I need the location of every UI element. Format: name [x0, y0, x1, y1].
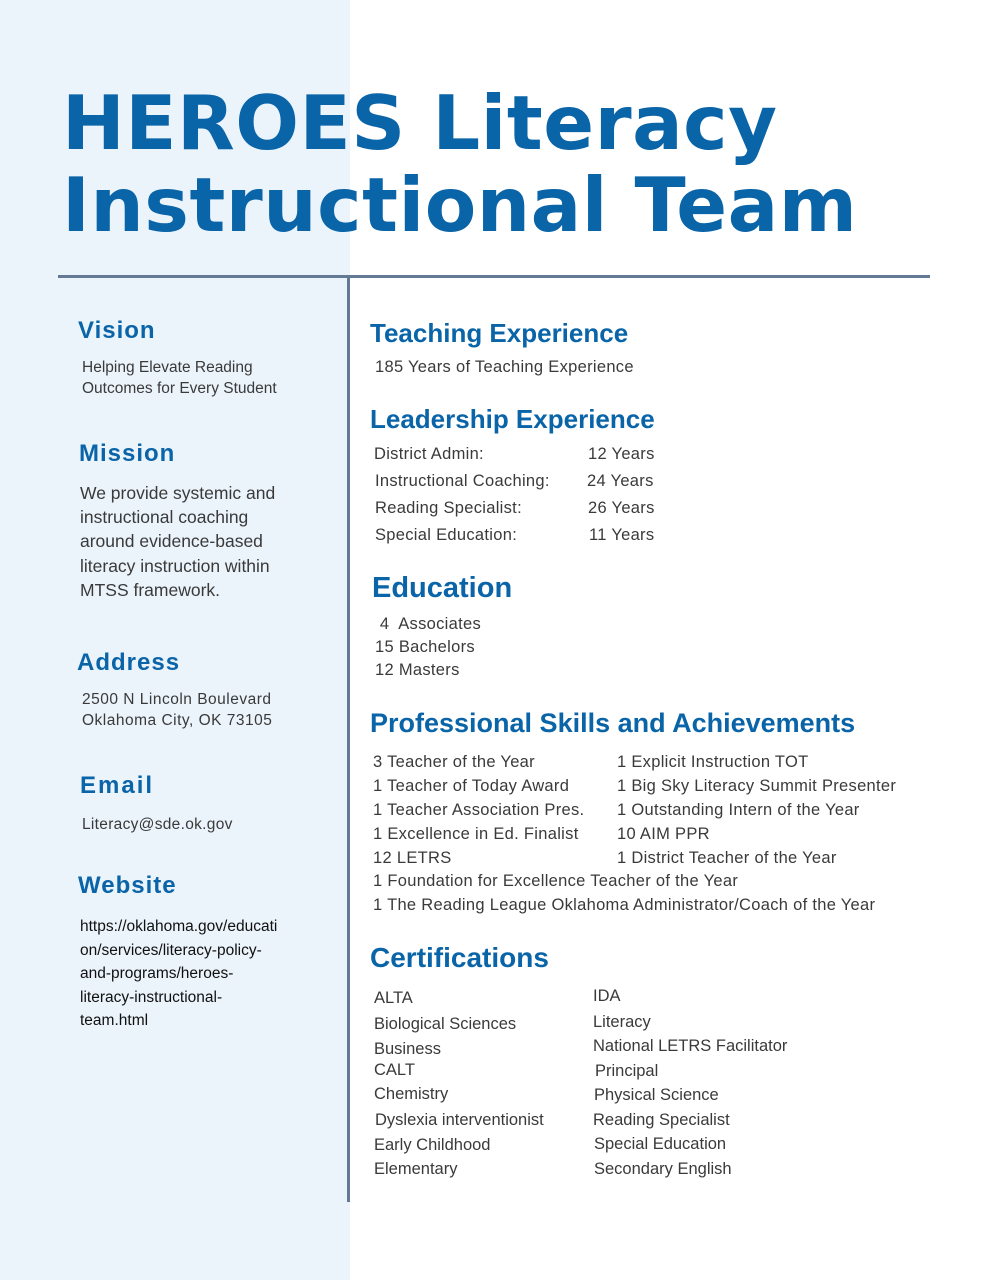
- education-item: 4 Associates: [375, 615, 482, 633]
- skill-item: 3 Teacher of the Year: [373, 753, 535, 771]
- cert-item: Biological Sciences: [374, 1015, 517, 1033]
- leadership-label: Special Education:: [375, 526, 518, 544]
- skill-item: 1 The Reading League Oklahoma Administrator/Coach of the Year: [373, 896, 876, 914]
- skill-item: 1 Excellence in Ed. Finalist: [373, 825, 579, 843]
- address-line: 2500 N Lincoln Boulevard: [82, 691, 272, 708]
- skill-item: 1 Outstanding Intern of the Year: [617, 801, 860, 819]
- cert-item: Physical Science: [594, 1086, 719, 1104]
- skill-item: 1 Teacher of Today Award: [373, 777, 570, 795]
- title-line-2: Instructional Team: [62, 161, 858, 249]
- cert-item: Special Education: [594, 1135, 727, 1153]
- mission-text: [80, 481, 320, 602]
- address-heading: Address: [77, 649, 181, 676]
- website-link[interactable]: [80, 915, 310, 1033]
- cert-item: ALTA: [374, 989, 413, 1007]
- email-heading: Email: [80, 772, 155, 799]
- leadership-value: 11 Years: [589, 526, 655, 544]
- cert-item: Business: [374, 1040, 441, 1058]
- mission-line: We provide systemic and: [80, 483, 276, 503]
- leadership-label: Reading Specialist:: [375, 499, 522, 517]
- horizontal-divider: [58, 275, 930, 278]
- cert-item: CALT: [374, 1061, 415, 1079]
- skill-item: 1 Teacher Association Pres.: [373, 801, 585, 819]
- leadership-label: Instructional Coaching:: [375, 472, 550, 490]
- cert-item: Secondary English: [594, 1160, 732, 1178]
- cert-item: Reading Specialist: [593, 1111, 730, 1129]
- website-line: and-programs/heroes-: [80, 965, 234, 983]
- address-text: [82, 689, 272, 731]
- website-heading: Website: [78, 872, 177, 899]
- leadership-heading: Leadership Experience: [370, 404, 655, 434]
- skill-item: 1 District Teacher of the Year: [617, 849, 837, 867]
- leadership-label: District Admin:: [374, 445, 484, 463]
- skill-item: 1 Explicit Instruction TOT: [617, 753, 809, 771]
- email-link[interactable]: Literacy@sde.ok.gov: [82, 816, 233, 833]
- cert-item: Principal: [595, 1062, 659, 1080]
- skill-item: 1 Big Sky Literacy Summit Presenter: [617, 777, 897, 795]
- cert-item: Literacy: [593, 1013, 651, 1031]
- title-line-1: HEROES Literacy: [62, 79, 778, 167]
- leadership-value: 26 Years: [588, 499, 655, 517]
- address-line: Oklahoma City, OK 73105: [82, 712, 273, 729]
- education-heading: Education: [372, 572, 513, 604]
- skill-item: 12 LETRS: [373, 849, 452, 867]
- mission-line: instructional coaching: [80, 507, 249, 528]
- leadership-value: 24 Years: [587, 472, 654, 490]
- skill-item: 1 Foundation for Excellence Teacher of the Year: [373, 872, 739, 890]
- mission-line: around evidence-based: [80, 531, 263, 552]
- website-line: on/services/literacy-policy-: [80, 941, 262, 959]
- vision-line: Outcomes for Every Student: [82, 380, 277, 397]
- website-line: https://oklahoma.gov/educati: [80, 918, 278, 935]
- vision-heading: Vision: [78, 317, 156, 344]
- page-title: [62, 79, 858, 249]
- cert-item: National LETRS Facilitator: [593, 1037, 788, 1055]
- education-item: 12 Masters: [375, 661, 460, 679]
- vision-line: Helping Elevate Reading: [82, 359, 253, 376]
- cert-item: Dyslexia interventionist: [375, 1111, 544, 1129]
- mission-line: MTSS framework.: [80, 579, 221, 600]
- certifications-heading: Certifications: [370, 942, 549, 973]
- education-item: 15 Bachelors: [375, 638, 475, 656]
- mission-line: literacy instruction within: [80, 555, 270, 576]
- cert-item: Elementary: [374, 1160, 458, 1178]
- leadership-value: 12 Years: [588, 445, 655, 463]
- vertical-divider: [347, 278, 350, 1202]
- cert-item: IDA: [593, 987, 621, 1005]
- website-line: literacy-instructional-: [80, 988, 223, 1006]
- teaching-text: 185 Years of Teaching Experience: [375, 358, 634, 376]
- mission-heading: Mission: [79, 440, 176, 467]
- vision-text: [82, 357, 277, 399]
- cert-item: Early Childhood: [374, 1136, 491, 1154]
- skill-item: 10 AIM PPR: [617, 825, 710, 843]
- teaching-heading: Teaching Experience: [370, 318, 629, 348]
- website-line: team.html: [80, 1012, 149, 1030]
- cert-item: Chemistry: [374, 1085, 449, 1103]
- skills-heading: Professional Skills and Achievements: [370, 708, 856, 738]
